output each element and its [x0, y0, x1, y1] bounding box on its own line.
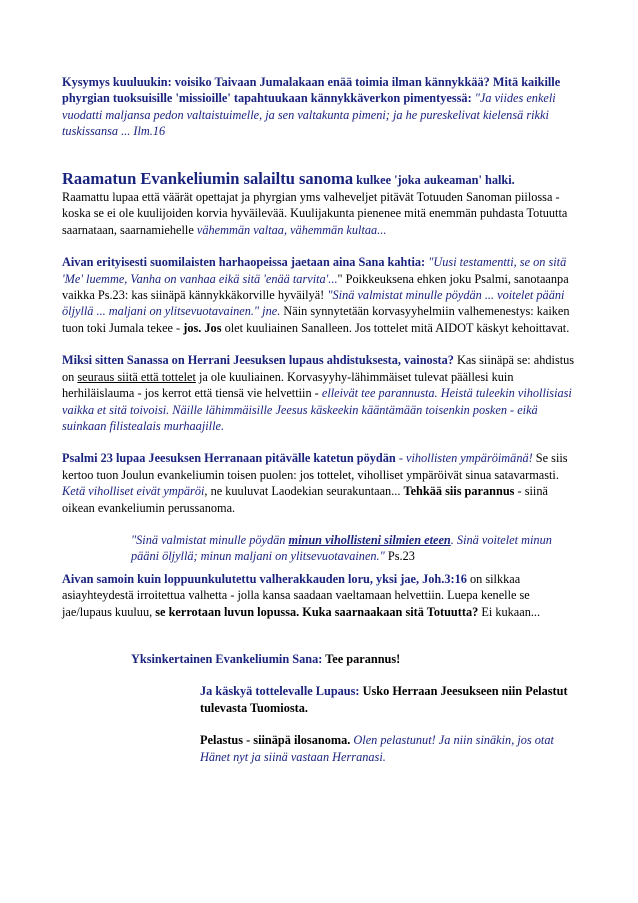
document-page: [62, 74, 582, 765]
paragraph-psalmi-text2: , ne kuuluvat Laodekian seurakuntaan...: [204, 484, 404, 499]
paragraph-ahdistus-lead: Miksi sitten Sanassa on Herrani Jeesuksen lupaus ahdistuksesta, vainosta?: [62, 353, 454, 368]
paragraph-joh-text2: Ei kukaan...: [478, 604, 541, 619]
paragraph-harhaopit-text3: olet kuuliainen Sanalleen. Jos tottelet mitä AIDOT käskyt kehoittavat.: [221, 320, 570, 335]
promise-lead: Ja käskyä tottelevalle Lupaus:: [200, 684, 360, 699]
paragraph-raamattu-emphasis: vähemmän valtaa, vähemmän kultaa...: [196, 222, 387, 237]
paragraph-harhaopit-lead: Aivan erityisesti suomilaisten harhaopeissa jaetaan aina Sana kahtia:: [62, 255, 426, 270]
paragraph-harhaopit-jos: jos. Jos: [183, 320, 222, 335]
psalm-quote-reference: Ps.23: [384, 549, 415, 564]
salvation-paragraph: [200, 732, 582, 765]
paragraph-psalmi: [62, 450, 582, 516]
psalm-quote-underline: minun vihollisteni silmien eteen: [288, 532, 451, 547]
gospel-word-lead: Yksinkertainen Evankeliumin Sana:: [131, 651, 323, 666]
psalm-quote-text: "Sinä valmistat minulle pöydän: [131, 532, 289, 547]
paragraph-ahdistus-text2: ja ole kuuliainen. Korvasyyhy-lähimmäiset tulevat päällesi kuin herhiläislauma - jos kerrot että tiensä vie helvettiin -: [62, 369, 514, 401]
heading-title: Raamatun Evankeliumin salailtu sanoma: [62, 168, 354, 188]
paragraph-ahdistus-text: Kas siinäpä se: ahdistus on: [62, 353, 575, 384]
intro-quote: "Ja viides enkeli vuodatti maljansa pedon valtaistuimelle, ja sen valtakunta pimeni; ja he pureskelivat kielensä rikki tuskissansa ... Ilm.16: [62, 91, 556, 139]
salvation-text: Olen pelastunut! Ja niin sinäkin, jos otat Hänet nyt ja siinä vastaan Herranasi.: [200, 733, 554, 764]
paragraph-joh-text: on silkkaa asiayhteydestä irroitettua valhetta - jolla kansa saadaan vaeltamaan helvettiin. Luepa kenelle se jae/lupaus kuuluu,: [62, 571, 530, 619]
section-heading: [62, 168, 582, 188]
gospel-word-call: Tee parannus!: [322, 651, 401, 666]
heading-subtitle: kulkee 'joka aukeaman' halki.: [353, 172, 515, 187]
salvation-lead: Pelastus - siinäpä ilosanoma.: [200, 733, 351, 748]
paragraph-raamattu: [62, 189, 582, 238]
paragraph-ahdistus-emphasis: elleivät tee parannusta. Heistä tuleekin vihollisiasi vaikka et sitä toivoisi. Näille lähimmäisille Jeesus käskeekin kääntämään toisenkin posken - eikä suinkaan filistealais murhaajille.: [62, 386, 572, 433]
paragraph-psalmi-text3: - siinä oikean evankeliumin perussanoma.: [62, 484, 548, 515]
paragraph-raamattu-text: Raamattu lupaa että väärät opettajat ja phyrgian yms valheveljet pitävät Totuuden Sanoman piilossa - koska se ei ole kuulijoiden korvia hyväilevää. Kuulijakunta pienenee mitä enemmän puhdasta Totuutta saarnataan, saarnamiehelle: [62, 190, 568, 237]
paragraph-joh: [62, 571, 582, 620]
gospel-word: [131, 651, 582, 667]
paragraph-harhaopit-quote: "Uusi testamentti, se on sitä 'Me' luemme, Vanha on vanhaa eikä sitä 'enää tarvita'...: [62, 255, 567, 286]
paragraph-psalmi-text: Se siis kertoo tuon Joulun evankeliumin toisen puolen: jos tottelet, viholliset ympäröivät sinua satavarmasti.: [62, 451, 568, 482]
paragraph-harhaopit: [62, 254, 582, 336]
paragraph-psalmi-emphasis2: Ketä viholliset eivät ympäröi: [62, 484, 205, 499]
promise-text: Usko Herraan Jeesukseen niin Pelastut tulevasta Tuomiosta.: [200, 684, 568, 715]
paragraph-psalmi-emphasis: - vihollisten ympäröimänä!: [395, 451, 533, 466]
paragraph-ahdistus: [62, 352, 582, 434]
psalm-quote-text2: . Sinä voitelet minun pääni öljyllä; minun maljani on ylitsevuotavainen.": [131, 532, 552, 564]
paragraph-joh-bold: se kerrotaan luvun lopussa. Kuka saarnaakaan sitä Totuutta?: [155, 604, 479, 619]
paragraph-harhaopit-text2: Näin synnytetään korvasyyhelmiin valhemenestys: kaiken tuon toki Jumala tekee -: [62, 304, 570, 335]
paragraph-harhaopit-psalm: "Sinä valmistat minulle pöydän ... voitelet pääni öljyllä ... maljani on ylitsevuotavainen." jne.: [62, 288, 565, 319]
promise-paragraph: [200, 683, 582, 716]
paragraph-psalmi-bold: Tehkää siis parannus: [403, 484, 515, 499]
paragraph-psalmi-lead: Psalmi 23 lupaa Jeesuksen Herranaan pitävälle katetun pöydän: [62, 451, 396, 466]
intro-paragraph: [62, 74, 582, 140]
psalm-quote-block: [131, 532, 582, 565]
paragraph-joh-lead: Aivan samoin kuin loppuunkulutettu valherakkauden loru, yksi jae, Joh.3:16: [62, 571, 467, 586]
paragraph-harhaopit-text: " Poikkeuksena ehken joku Psalmi, sanotaanpa vaikka Ps.23: kas siinäpä kännykkäkorville hyväilyä!: [62, 271, 569, 303]
intro-question: Kysymys kuuluukin: voisiko Taivaan Jumalakaan enää toimia ilman kännykkää? Mitä kaikille phyrgian tuoksuisille 'missioille' tapahtuukaan kännykkäverkon pimentyessä:: [62, 75, 561, 106]
paragraph-ahdistus-underline: seuraus siitä että tottelet: [77, 369, 196, 384]
